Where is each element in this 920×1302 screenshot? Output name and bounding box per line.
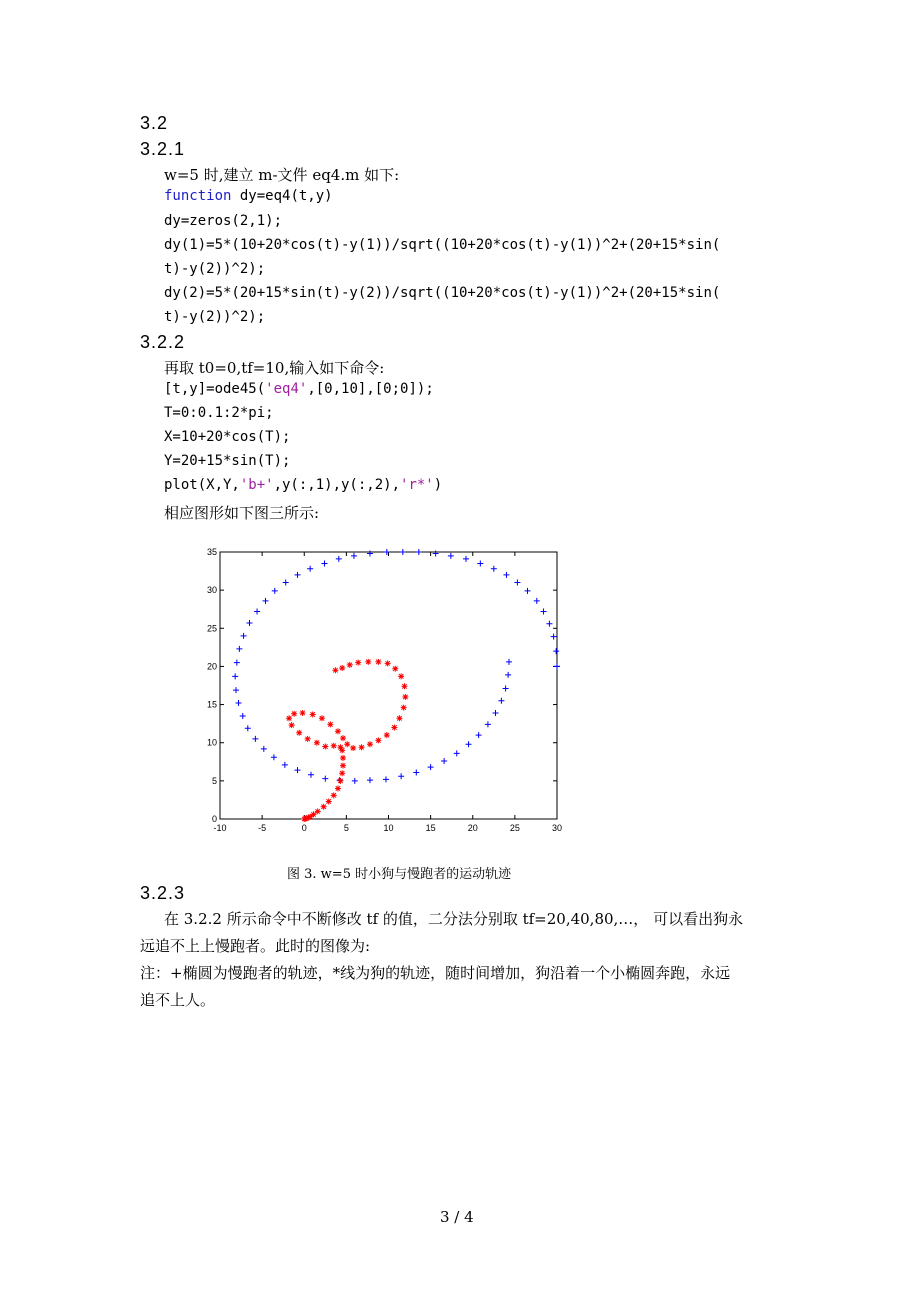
code-text: ) — [433, 477, 443, 493]
dog-point — [286, 715, 292, 721]
intro-text-3-2-2: 再取 t0=0,tf=10,输入如下命令: — [164, 359, 385, 377]
code-line: dy=zeros(2,1); — [164, 213, 283, 229]
code-line: t)-y(2))^2); — [164, 309, 266, 325]
dog-point — [355, 660, 361, 666]
code-line — [164, 381, 434, 397]
dog-point — [289, 722, 295, 728]
dog-point — [337, 744, 343, 750]
dog-point — [344, 741, 350, 747]
dog-point — [340, 755, 346, 761]
dog-point — [375, 659, 381, 665]
dog-point — [391, 724, 397, 730]
dog-point — [340, 763, 346, 769]
code-line — [164, 477, 442, 493]
dog-point — [384, 732, 390, 738]
dog-point — [398, 673, 404, 679]
section-heading-3-2-3: 3.2.3 — [140, 883, 186, 903]
y-tick-label: 10 — [206, 737, 217, 748]
dog-point — [335, 785, 341, 791]
dog-point — [339, 770, 345, 776]
dog-point — [340, 735, 346, 741]
y-tick-label: 20 — [206, 661, 217, 672]
page-number: 3 / 4 — [440, 1208, 474, 1226]
x-tick-label: 10 — [383, 823, 394, 833]
dog-point — [310, 711, 316, 717]
dog-point — [331, 743, 337, 749]
dog-point — [315, 808, 321, 814]
figure-reference-text: 相应图形如下图三所示: — [164, 504, 320, 522]
dog-point — [321, 804, 327, 810]
y-tick-label: 25 — [206, 623, 217, 634]
code-string: 'r*' — [400, 477, 434, 493]
x-tick-label: 25 — [509, 823, 520, 833]
section-heading-3-2: 3.2 — [140, 113, 169, 133]
dog-point — [311, 811, 317, 817]
code-text: [t,y]=ode45( — [164, 381, 266, 397]
dog-point — [326, 798, 332, 804]
dog-point — [322, 744, 328, 750]
dog-point — [327, 721, 333, 727]
dog-point — [332, 667, 338, 673]
code-line: Y=20+15*sin(T); — [164, 453, 291, 469]
code-string: 'eq4' — [265, 381, 308, 397]
paragraph-3-2-3-line2: 远追不上上慢跑者。此时的图像为: — [140, 937, 371, 955]
dog-point — [296, 730, 302, 736]
section-heading-3-2-1: 3.2.1 — [140, 139, 186, 159]
x-tick-label: 15 — [425, 823, 436, 833]
dog-point — [402, 683, 408, 689]
y-tick-label: 15 — [206, 699, 217, 710]
dog-point — [359, 744, 365, 750]
dog-point — [314, 740, 320, 746]
dog-point — [347, 662, 353, 668]
code-line: dy(1)=5*(10+20*cos(t)-y(1))/sqrt((10+20*cos(t)-y(1))^2+(20+15*sin( — [164, 237, 721, 253]
code-line: t)-y(2))^2); — [164, 261, 266, 277]
y-tick-label: 35 — [206, 547, 217, 557]
code-line: X=10+20*cos(T); — [164, 429, 291, 445]
dog-point — [367, 741, 373, 747]
code-keyword: function — [164, 188, 232, 204]
figure-caption: 图 3. w=5 时小狗与慢跑者的运动轨迹 — [287, 867, 512, 882]
x-tick-label: -5 — [258, 823, 267, 833]
y-tick-label: 30 — [206, 585, 217, 596]
y-tick-label: 0 — [211, 814, 217, 824]
x-tick-label: 20 — [467, 823, 478, 833]
code-string: 'b+' — [239, 477, 274, 493]
y-tick-label: 5 — [211, 775, 217, 786]
code-text: plot(X,Y, — [164, 477, 240, 493]
section-heading-3-2-2: 3.2.2 — [140, 332, 186, 352]
dog-point — [291, 711, 297, 717]
x-tick-label: 5 — [343, 823, 349, 833]
code-text: ,y(:,1),y(:,2), — [273, 477, 401, 493]
dog-point — [331, 792, 337, 798]
x-tick-label: -10 — [213, 823, 227, 833]
code-line — [164, 188, 333, 204]
dog-point — [335, 728, 341, 734]
dog-point — [350, 745, 356, 751]
dog-point — [337, 778, 343, 784]
dog-point — [365, 659, 371, 665]
dog-point — [401, 705, 407, 711]
code-text: ,[0,10],[0;0]); — [307, 381, 434, 397]
x-tick-label: 0 — [301, 823, 307, 833]
trajectory-plot — [196, 538, 576, 838]
intro-text-3-2-1: w=5 时,建立 m-文件 eq4.m 如下: — [164, 166, 400, 184]
dog-point — [375, 737, 381, 743]
x-tick-label: 30 — [551, 823, 563, 833]
code-line: dy(2)=5*(20+15*sin(t)-y(2))/sqrt((10+20*cos(t)-y(1))^2+(20+15*sin( — [164, 285, 721, 301]
code-text: dy=eq4(t,y) — [231, 188, 333, 204]
code-line: T=0:0.1:2*pi; — [164, 405, 274, 421]
dog-point — [385, 660, 391, 666]
dog-point — [305, 736, 311, 742]
paragraph-3-2-3-line1: 在 3.2.2 所示命令中不断修改 tf 的值，二分法分别取 tf=20,40,80,…， 可以看出狗永 — [164, 910, 744, 928]
dog-point — [319, 715, 325, 721]
dog-point — [300, 710, 306, 716]
dog-point — [396, 715, 402, 721]
note-line1: 注：+椭圆为慢跑者的轨迹，*线为狗的轨迹，随时间增加，狗沿着一个小椭圆奔跑，永远 — [140, 964, 731, 982]
dog-point — [402, 694, 408, 700]
note-line2: 追不上人。 — [140, 991, 216, 1009]
dog-point — [339, 665, 345, 671]
dog-point — [392, 666, 398, 672]
